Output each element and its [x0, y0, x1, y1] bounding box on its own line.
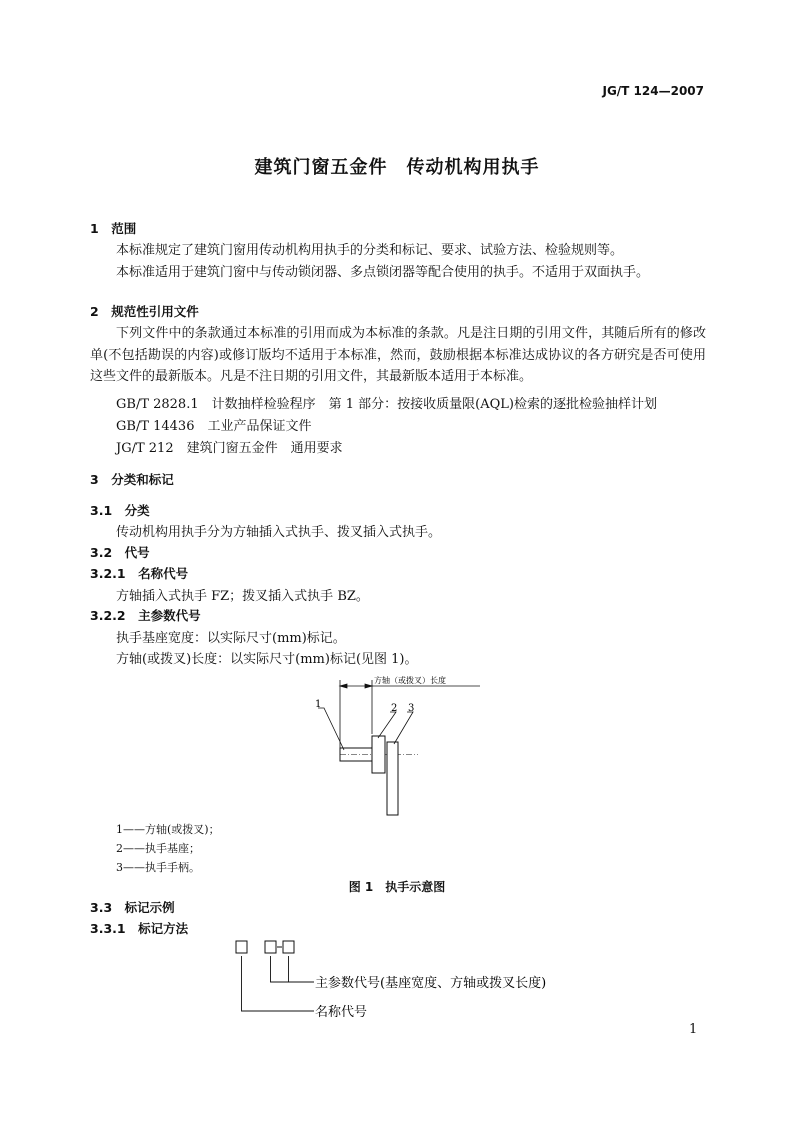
section-3-1-paragraph: 传动机构用执手分为方轴插入式执手、拨叉插入式执手。 [116, 525, 442, 540]
name-code-box [236, 941, 247, 953]
section-3-2-2-paragraph-1: 执手基座宽度：以实际尺寸(mm)标记。 [116, 631, 346, 646]
page-number: 1 [689, 1022, 698, 1037]
dimension-line [340, 680, 480, 748]
handle-schematic-figure [300, 672, 500, 822]
marking-leaders [242, 956, 315, 1011]
section-3-2-2-heading: 3.2.2 主参数代号 [90, 608, 201, 623]
standard-number: JG/T 124—2007 [602, 84, 704, 98]
section-2-paragraph: 下列文件中的条款通过本标准的引用而成为本标准的条款。凡是注日期的引用文件，其随后所有的修改单(不包括勘误的内容)或修订版均不适用于本标准，然而，鼓励根据本标准达成协议的各方研究是否可使用这些文件的最新版本。凡是不注日期的引用文件，其最新版本适用于本标准。 [90, 326, 706, 384]
marking-method-diagram [230, 936, 590, 1021]
section-3-3-1-heading: 3.3.1 标记方法 [90, 921, 189, 936]
param-code-box-1 [265, 941, 276, 953]
figure-1-caption: 图 1 执手示意图 [348, 880, 446, 894]
section-2-heading: 2 规范性引用文件 [90, 304, 199, 319]
callout-3: 3 [408, 703, 415, 714]
reference-gbt-14436: GB/T 14436 工业产品保证文件 [116, 419, 312, 434]
param-code-box-2 [283, 941, 294, 953]
section-3-2-2-paragraph-2: 方轴(或拨叉)长度：以实际尺寸(mm)标记(见图 1)。 [116, 652, 418, 667]
section-3-2-heading: 3.2 代号 [90, 545, 150, 560]
section-3-2-1-paragraph: 方轴插入式执手 FZ；拨叉插入式执手 BZ。 [116, 589, 369, 604]
document-title: 建筑门窗五金件 传动机构用执手 [254, 157, 540, 178]
handle-base [372, 736, 385, 773]
reference-gbt-2828: GB/T 2828.1 计数抽样检验程序 第 1 部分：按接收质量限(AQL)检索的逐批检验抽样计划 [116, 397, 657, 412]
section-1-paragraph-2: 本标准适用于建筑门窗中与传动锁闭器、多点锁闭器等配合使用的执手。不适用于双面执手。 [116, 265, 650, 280]
figure-legend-item-2: 2——执手基座； [116, 842, 200, 855]
handle-lever [387, 742, 398, 815]
section-1-paragraph-1: 本标准规定了建筑门窗用传动机构用执手的分类和标记、要求、试验方法、检验规则等。 [116, 243, 624, 258]
figure-legend-item-3: 3——执手手柄。 [116, 861, 200, 874]
section-3-2-1-heading: 3.2.1 名称代号 [90, 566, 189, 581]
callout-2: 2 [391, 703, 398, 714]
section-1-heading: 1 范围 [90, 221, 137, 236]
figure-legend-item-1: 1——方轴(或拨叉)； [116, 823, 220, 836]
section-3-1-heading: 3.1 分类 [90, 503, 150, 518]
section-3-3-heading: 3.3 标记示例 [90, 900, 175, 915]
section-3-heading: 3 分类和标记 [90, 472, 174, 487]
dimension-label: 方轴（或拨叉）长度 [374, 676, 446, 685]
main-param-label: 主参数代号(基座宽度、方轴或拨叉长度) [315, 976, 547, 991]
reference-jgt-212: JG/T 212 建筑门窗五金件 通用要求 [116, 441, 343, 456]
callout-leaders [318, 708, 413, 750]
callout-1: 1 [315, 699, 322, 710]
name-code-label: 名称代号 [315, 1005, 368, 1020]
